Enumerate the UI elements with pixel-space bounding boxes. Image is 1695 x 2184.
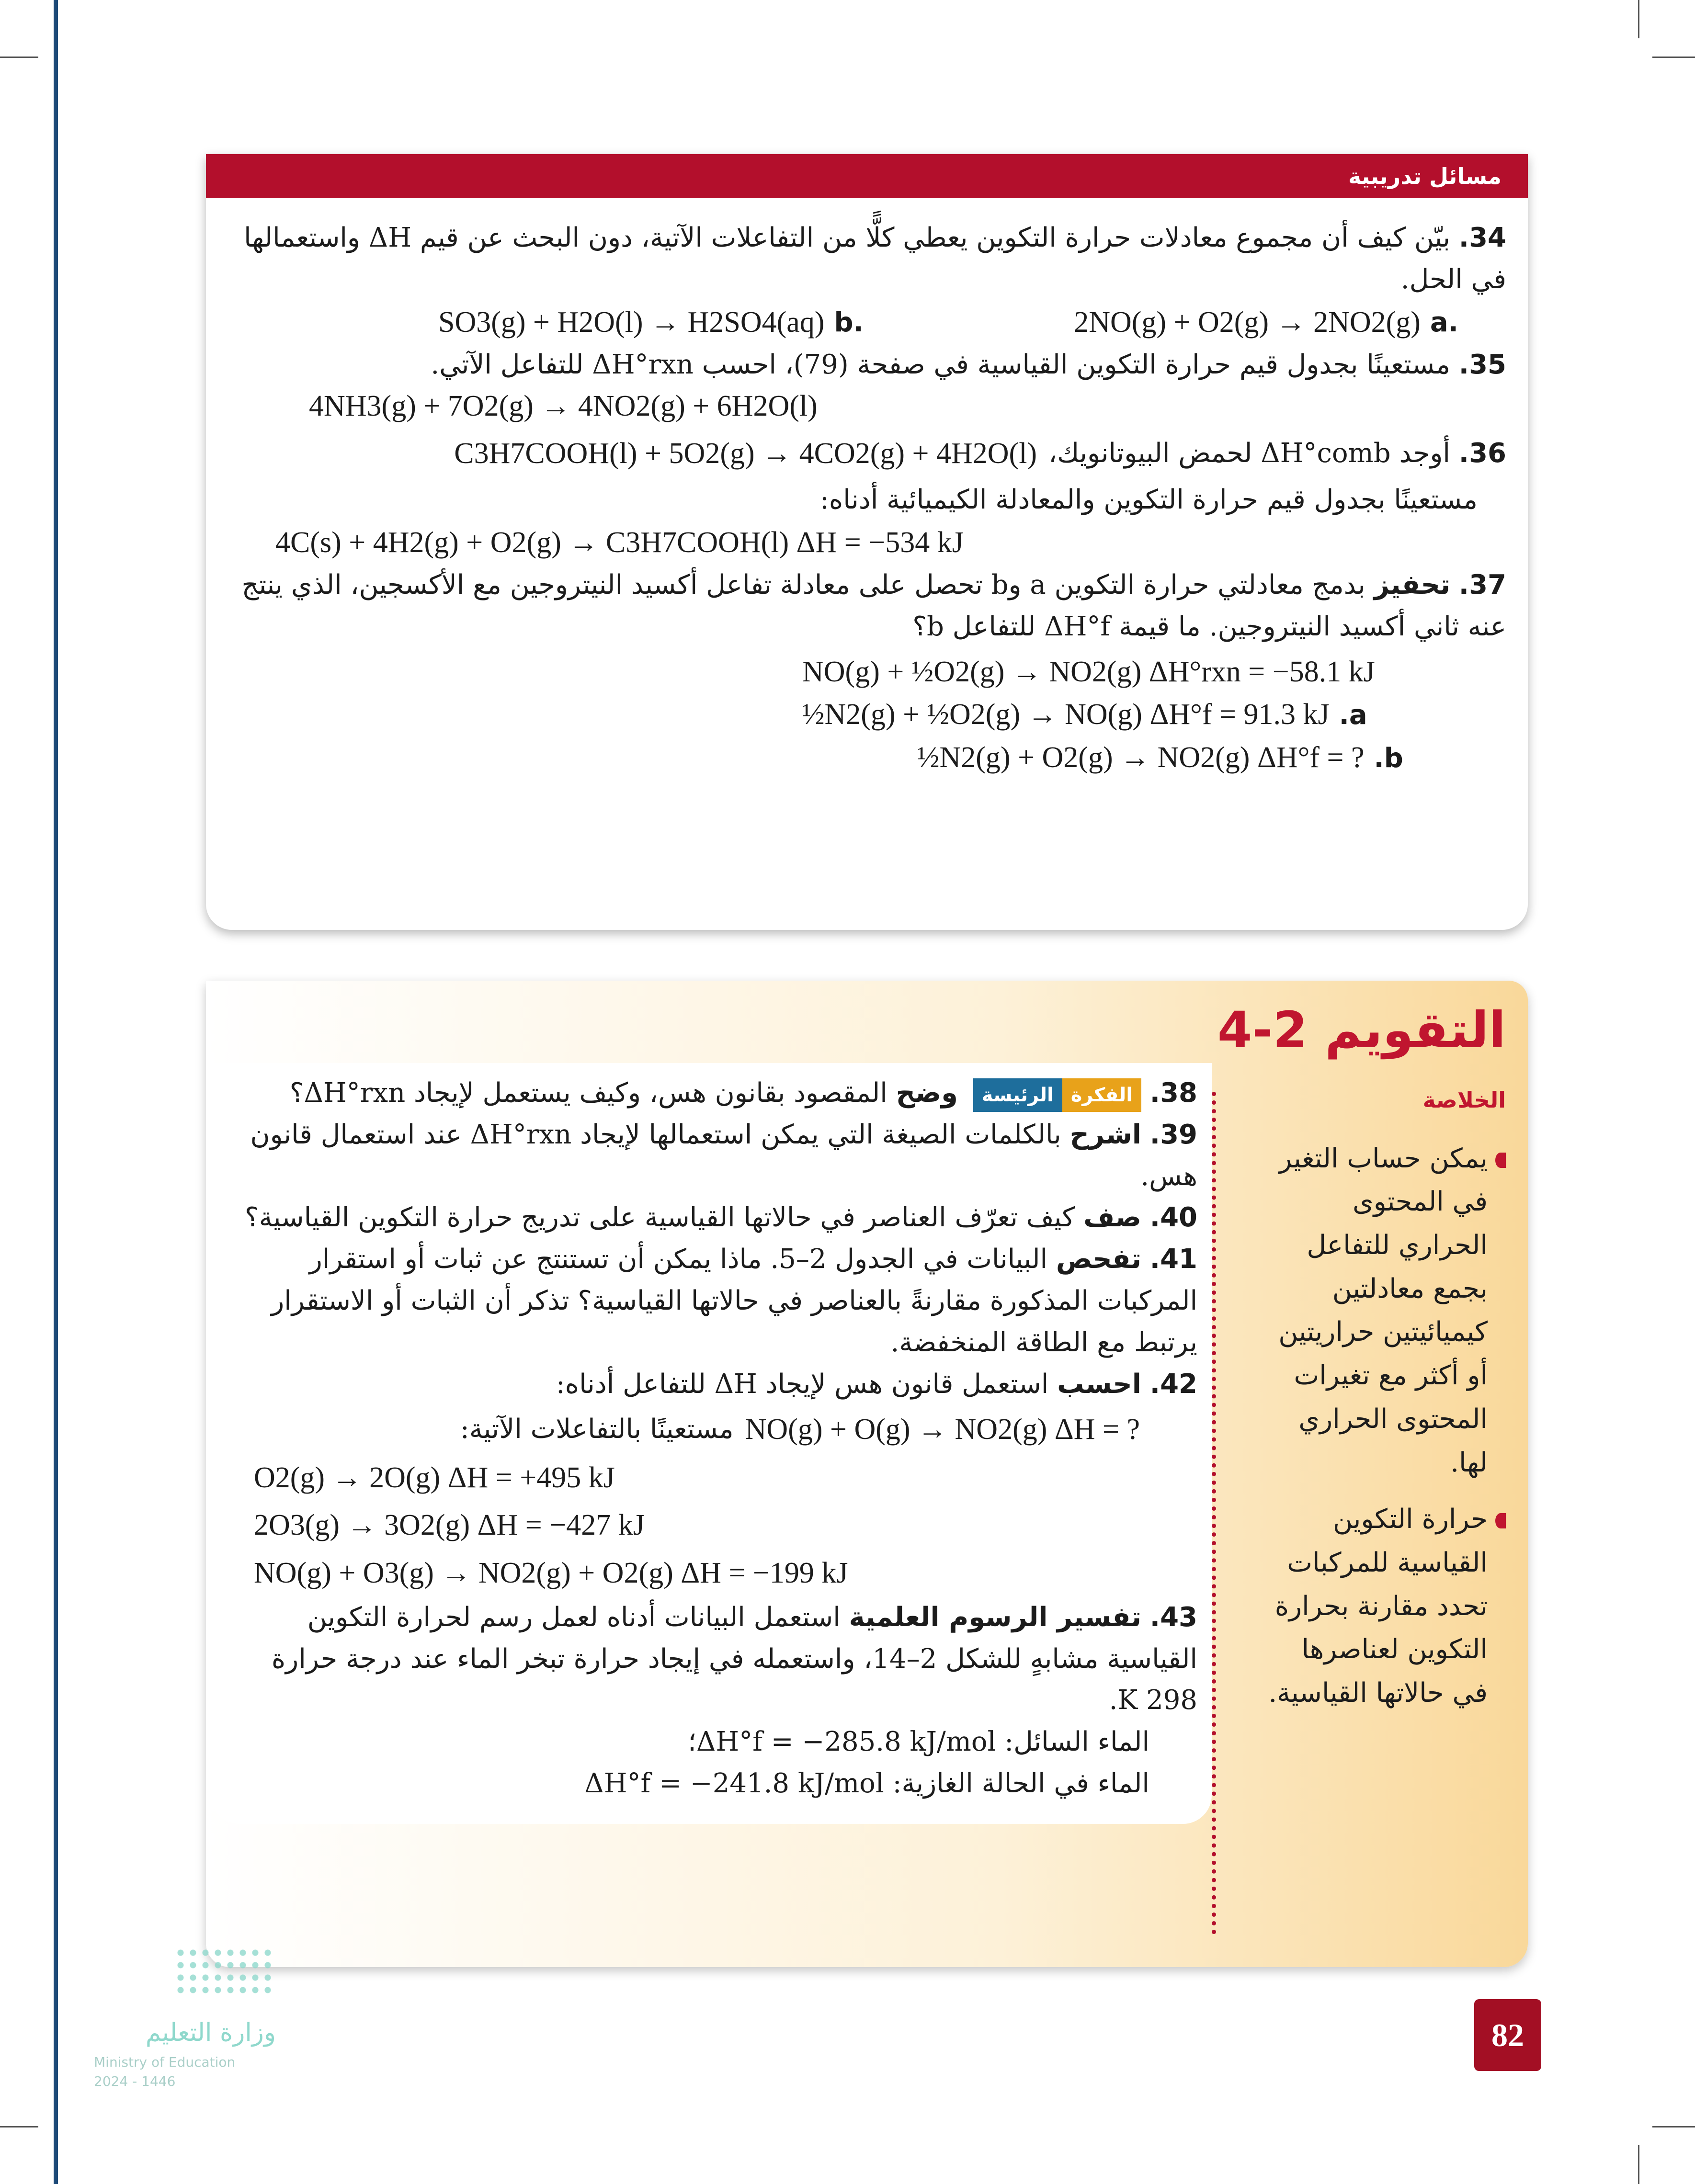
assessment-title: التقويم 2-4 <box>1217 1001 1506 1059</box>
assessment-questions <box>211 1063 1212 1824</box>
practice-problems-box <box>206 154 1528 930</box>
q42-target-equation: NO(g) + O(g) → NO2(g) ΔH = ? <box>745 1413 1140 1446</box>
ministry-dots-icon <box>174 1946 275 1999</box>
q34-equation-a: 2NO(g) + O2(g) → 2NO2(g) <box>1074 306 1421 339</box>
question-37: 37. تحفيز بدمج معادلتي حرارة التكوين a وb تحصل على معادلة تفاعل أكسيد النيتروجين مع الأكسجين، الذي ينتج عنه ثاني أكسيد النيتروجين. ما قيمة ΔH°f للتفاعل b؟ <box>241 569 1506 642</box>
q36-equation: C3H7COOH(l) + 5O2(g) → 4CO2(g) + 4H2O(l) <box>454 437 1037 470</box>
q42-equation: O2(g) → 2O(g) ΔH = +495 kJ <box>254 1461 615 1494</box>
q37-equations <box>228 651 1506 780</box>
q35-equation: 4NH3(g) + 7O2(g) → 4NO2(g) + 6H2O(l) <box>309 390 818 423</box>
q42-equation: NO(g) + O3(g) → NO2(g) + O2(g) ΔH = −199 kJ <box>254 1556 848 1589</box>
question-40: 40. صف كيف تعرّف العناصر في حالاتها القياسية على تدريج حرارة التكوين القياسية؟ <box>245 1202 1197 1233</box>
main-idea-tag: الفكرة الرئيسة <box>973 1078 1141 1112</box>
q43-data-liquid: الماء السائل: ΔH°f = −285.8 kJ/mol؛ <box>688 1726 1149 1758</box>
dotted-divider <box>1212 1092 1216 1935</box>
q37-equation-0: NO(g) + ½O2(g) → NO2(g) ΔH°rxn = −58.1 kJ <box>802 655 1375 688</box>
crop-mark <box>0 57 38 58</box>
q42-equation: 2O3(g) → 3O2(g) ΔH = −427 kJ <box>254 1509 645 1542</box>
q35-equation-row <box>228 389 1506 423</box>
q42-equations <box>220 1454 1197 1597</box>
crop-mark <box>0 2126 38 2127</box>
q37-equation-b: ½N2(g) + O2(g) → NO2(g) ΔH°f = ? <box>917 741 1365 774</box>
q42-target-row: NO(g) + O(g) → NO2(g) ΔH = ? مستعينًا بالتفاعلات الآتية: <box>460 1413 1140 1446</box>
crop-mark <box>1638 0 1639 38</box>
q43-data-gas: الماء في الحالة الغازية: ΔH°f = −241.8 kJ/mol <box>584 1767 1149 1799</box>
summary-item: يمكن حساب التغير في المحتوى الحراري للتفاعل بجمع معادلتين كيميائيتين حراريتين أو أكثر مع تغيرات المحتوى الحراري لها. <box>1262 1137 1506 1485</box>
question-34: 34. بيّن كيف أن مجموع معادلات حرارة التكوين يعطي كلًّا من التفاعلات الآتية، دون البحث عن قيم ΔH واستعمالها في الحل. <box>244 222 1506 295</box>
q36-equation2-row <box>228 526 1506 560</box>
question-35: 35. مستعينًا بجدول قيم حرارة التكوين القياسية في صفحة (79)، احسب ΔH°rxn للتفاعل الآتي. <box>431 349 1506 380</box>
summary-panel <box>1262 1082 1506 1729</box>
crop-mark <box>1652 57 1695 58</box>
practice-banner: مسائل تدريبية <box>206 154 1528 198</box>
page-spine <box>54 0 58 2184</box>
question-36: 36. أوجد ΔH°comb لحمض البيوتانويك، C3H7COOH(l) + 5O2(g) → 4CO2(g) + 4H2O(l) <box>454 437 1506 470</box>
crop-mark <box>1638 2145 1639 2184</box>
q34-equations: .a 2NO(g) + O2(g) → 2NO2(g) .b SO3(g) + H2O(l) → H2SO4(aq) <box>438 306 1458 339</box>
q36-instruction: مستعينًا بجدول قيم حرارة التكوين والمعادلة الكيميائية أدناه: <box>820 484 1478 516</box>
question-41: 41. تفحص البيانات في الجدول 2–5. ماذا يمكن أن تستنتج عن ثبات أو استقرار المركبات المذكورة مقارنةً بالعناصر في حالاتها القياسية؟ تذكر أن الثبات أو الاستقرار يرتبط مع الطاقة المنخفضة. <box>271 1244 1197 1358</box>
question-43: 43. تفسير الرسوم العلمية استعمل البيانات أدناه لعمل رسم لحرارة التكوين القياسية مشابهٍ للشكل 2–14، واستعمله في إيجاد حرارة تبخر الماء عند درجة حرارة 298 K. <box>271 1601 1197 1716</box>
q34-equation-b: SO3(g) + H2O(l) → H2SO4(aq) <box>438 306 825 339</box>
question-42: 42. احسب استعمل قانون هس لإيجاد ΔH للتفاعل أدناه: <box>556 1368 1197 1400</box>
q37-equation-a: ½N2(g) + ½O2(g) → NO(g) ΔH°f = 91.3 kJ <box>802 698 1330 731</box>
page-number: 82 <box>1474 1999 1541 2071</box>
summary-item: حرارة التكوين القياسية للمركبات تحدد مقارنة بحرارة التكوين لعناصرها في حالاتها القياسية. <box>1262 1498 1506 1715</box>
crop-mark <box>1652 2126 1695 2127</box>
q37-row-b: ½N2(g) + O2(g) → NO2(g) ΔH°f = ? .b <box>802 736 1506 780</box>
q36-equation-2: 4C(s) + 4H2(g) + O2(g) → C3H7COOH(l) ΔH = −534 kJ <box>275 526 964 559</box>
question-38: 38. الفكرة الرئيسة وضح المقصود بقانون هس، وكيف يستعمل لإيجاد ΔH°rxn؟ <box>220 1073 1197 1114</box>
q37-row-a: ½N2(g) + ½O2(g) → NO(g) ΔH°f = 91.3 kJ .a <box>802 693 1506 736</box>
question-39: 39. اشرح بالكلمات الصيغة التي يمكن استعمالها لإيجاد ΔH°rxn عند استعمال قانون هس. <box>250 1119 1197 1192</box>
summary-heading: الخلاصة <box>1422 1087 1506 1113</box>
